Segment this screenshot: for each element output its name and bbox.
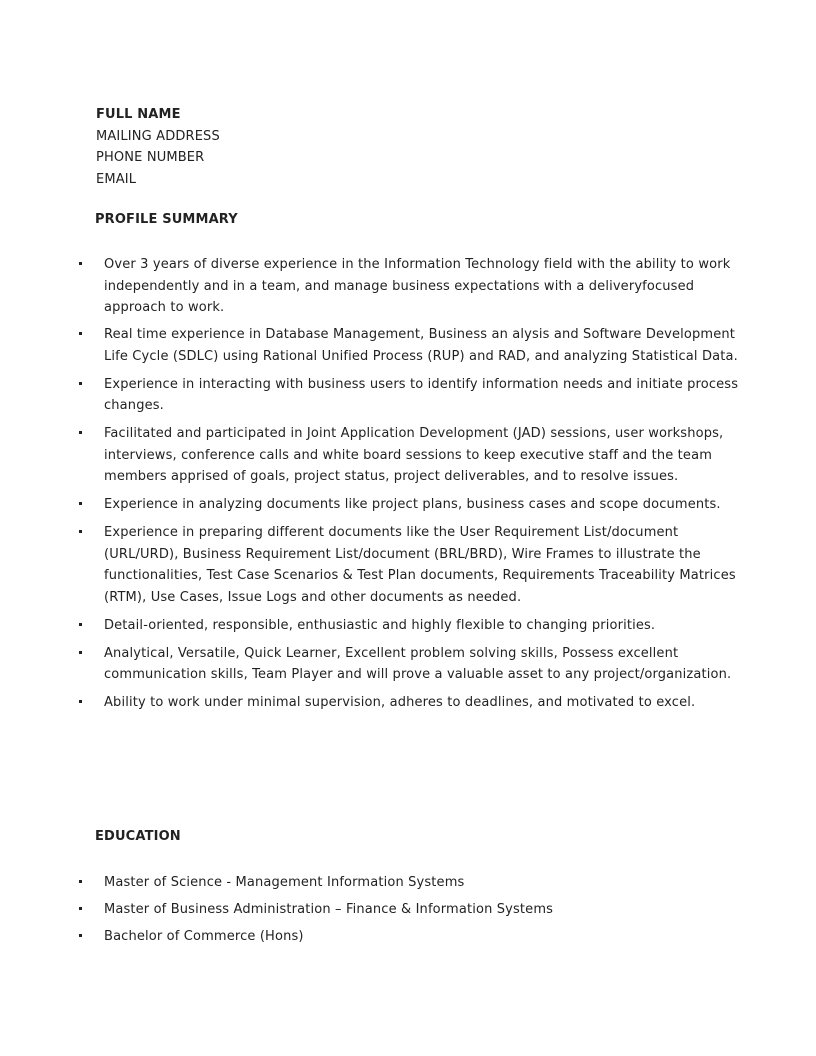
list-item xyxy=(79,899,739,921)
list-item-text: Master of Business Administration – Finance & Information Systems xyxy=(104,902,554,918)
list-item xyxy=(79,926,739,948)
list-item xyxy=(79,324,739,367)
list-item xyxy=(79,374,739,417)
list-item-text: Experience in analyzing documents like project plans, business cases and scope documents. xyxy=(104,497,721,513)
education-list xyxy=(79,872,739,953)
list-item-text: Detail-oriented, responsible, enthusiastic and highly flexible to changing priorities. xyxy=(104,617,656,633)
list-item xyxy=(79,872,739,894)
bullet-icon xyxy=(79,502,82,505)
list-item xyxy=(79,423,739,488)
list-item xyxy=(79,522,739,608)
list-item-text: Ability to work under minimal supervision, adheres to deadlines, and motivated to excel. xyxy=(104,695,696,711)
bullet-icon xyxy=(79,262,82,265)
list-item xyxy=(79,643,739,686)
contact-header xyxy=(96,104,220,190)
bullet-icon xyxy=(79,907,82,910)
list-item-text: Master of Science - Management Information Systems xyxy=(104,875,465,890)
list-item-text: Facilitated and participated in Joint Application Development (JAD) sessions, user workshops, interviews, conference calls and white board sessions to keep executive staff and the team members apprised of goals, project status, project deliverables, and to resolve issues. xyxy=(104,426,724,485)
list-item xyxy=(79,254,739,319)
list-item-text: Bachelor of Commerce (Hons) xyxy=(104,929,304,945)
bullet-icon xyxy=(79,651,82,654)
list-item-text: Real time experience in Database Management, Business an alysis and Software Development Life Cycle (SDLC) using Rational Unified Process (RUP) and RAD, and analyzing Statistical Data. xyxy=(104,327,738,364)
phone-number: PHONE NUMBER xyxy=(96,150,205,165)
bullet-icon xyxy=(79,382,82,385)
profile-summary-list xyxy=(79,254,739,720)
list-item-text: Experience in interacting with business users to identify information needs and initiate process changes. xyxy=(104,376,739,414)
bullet-icon xyxy=(79,934,82,937)
list-item-text: Analytical, Versatile, Quick Learner, Excellent problem solving skills, Possess excellent communication skills, Team Player and will prove a valuable asset to any project/organization. xyxy=(104,645,732,683)
email: EMAIL xyxy=(96,171,137,187)
list-item-text: Experience in preparing different documents like the User Requirement List/document (URL/URD), Business Requirement List/document (BRL/BRD), Wire Frames to illustrate the functionalities, Test Case Scenarios & Test Plan documents, Requirements Traceability Matrices (RTM), Use Cases, Issue Logs and other documents as needed. xyxy=(104,525,736,605)
education-heading: EDUCATION xyxy=(95,829,181,844)
list-item xyxy=(79,615,739,637)
bullet-icon xyxy=(79,332,82,335)
list-item-text: Over 3 years of diverse experience in the Information Technology field with the ability to work independently and in a team, and manage business expectations with a deliveryfocused approach to work. xyxy=(104,257,731,316)
bullet-icon xyxy=(79,431,82,434)
bullet-icon xyxy=(79,623,82,626)
bullet-icon xyxy=(79,530,82,533)
bullet-icon xyxy=(79,700,82,703)
profile-summary-heading: PROFILE SUMMARY xyxy=(95,212,238,227)
list-item xyxy=(79,494,739,516)
full-name: FULL NAME xyxy=(96,107,181,122)
mailing-address: MAILING ADDRESS xyxy=(96,128,220,144)
list-item xyxy=(79,692,739,714)
bullet-icon xyxy=(79,880,82,883)
